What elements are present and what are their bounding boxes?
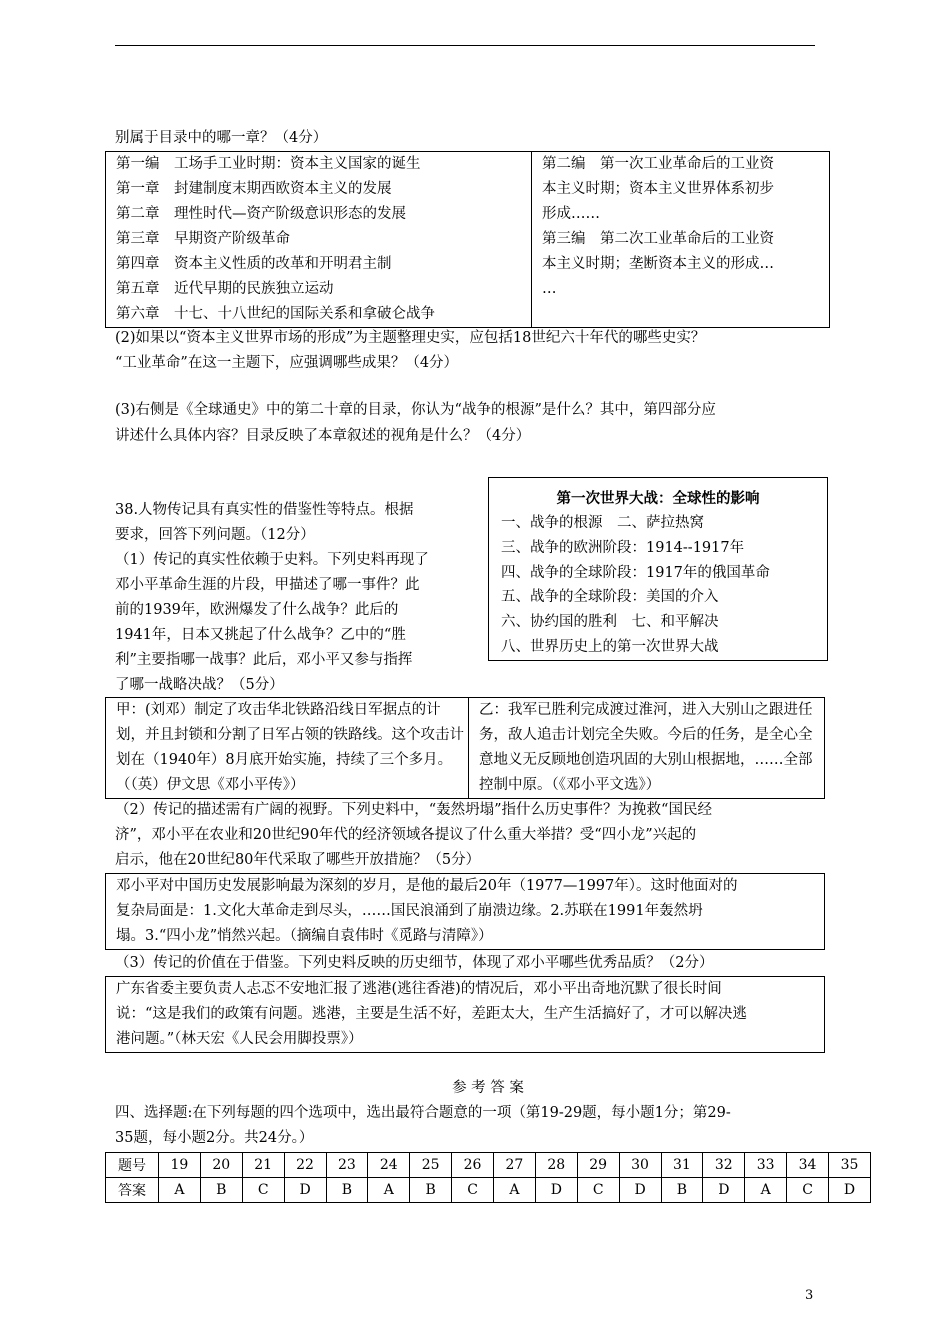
- toc-right-line: …: [542, 281, 557, 297]
- q38-2-line: 启示，他在20世纪80年代采取了哪些开放措施？（5分）: [115, 852, 481, 868]
- answers-number-row: [106, 1153, 871, 1178]
- source-2-line: 塌。3.“四小龙”悄然兴起。（摘编自袁伟时《觅路与清障》）: [116, 928, 493, 944]
- ww1-row: 四、战争的全球阶段：1917年的俄国革命: [501, 564, 770, 581]
- source-jia: 甲：(刘邓）制定了攻击华北铁路沿线日军据点的计划，并且封锁和分割了日军占领的铁路线。这个攻击计划在（1940年）8月底开始实施，持续了三个多月。（（英）伊文思《邓小平传》）: [106, 698, 469, 799]
- ww1-row: 八、世界历史上的第一次世界大战: [501, 638, 719, 655]
- answer-cell: D: [284, 1178, 326, 1203]
- question-number-cell: 28: [535, 1153, 577, 1178]
- toc-right-line: 第三编 第二次工业革命后的工业资: [542, 231, 774, 247]
- toc-left-line: 第二章 理性时代—资产阶级意识形态的发展: [116, 206, 406, 222]
- answer-cell: A: [745, 1178, 787, 1203]
- answers-title: 参 考 答 案: [452, 1080, 524, 1096]
- toc-right-line: 第二编 第一次工业革命后的工业资: [542, 156, 774, 172]
- q38-line: 前的1939年，欧洲爆发了什么战争？此后的: [115, 602, 399, 618]
- answers-table: [105, 1152, 871, 1203]
- answers-intro-line: 四、选择题:在下列每题的四个选项中，选出最符合题意的一项（第19-29题，每小题1分；第29-: [115, 1105, 731, 1121]
- answer-cell: C: [242, 1178, 284, 1203]
- row-label: 答案: [106, 1178, 159, 1203]
- sources-table: [105, 697, 825, 799]
- question-number-cell: 21: [242, 1153, 284, 1178]
- toc-left-line: 第一编 工场手工业时期：资本主义国家的诞生: [116, 156, 421, 172]
- ww1-title: 第一次世界大战：全球性的影响: [556, 490, 760, 507]
- toc-left-line: 第六章 十七、十八世纪的国际关系和拿破仑战争: [116, 306, 435, 322]
- question-number-cell: 23: [326, 1153, 368, 1178]
- q38-block: [115, 498, 429, 698]
- q38-line: 了哪一战略决战？（5分）: [115, 677, 284, 693]
- answer-cell: B: [326, 1178, 368, 1203]
- toc-left-line: 第三章 早期资产阶级革命: [116, 231, 290, 247]
- source-3-line: 广东省委主要负责人忐忑不安地汇报了逃港(逃往香港)的情况后，邓小平出奇地沉默了很长时间: [116, 981, 722, 997]
- answers-letter-row: [106, 1178, 871, 1203]
- source-2-line: 邓小平对中国历史发展影响最为深刻的岁月，是他的最后20年（1977—1997年）。这时他面对的: [116, 878, 738, 894]
- question-number-cell: 25: [410, 1153, 452, 1178]
- source-3-line: 说：“这是我们的政策有问题。逃港，主要是生活不好，差距太大，生产生活搞好了，才可以解决逃: [116, 1006, 747, 1022]
- question-number-cell: 31: [661, 1153, 703, 1178]
- question-number-cell: 34: [787, 1153, 829, 1178]
- source-2-line: 复杂局面是：1.文化大革命走到尽头，……国民浪涌到了崩溃边缘。2.苏联在1991年轰然坍: [116, 903, 703, 919]
- source-2-box: [105, 873, 825, 950]
- toc-right-line: 本主义时期；资本主义世界体系初步: [542, 181, 774, 197]
- q37-tail: 别属于目录中的哪一章？（4分）: [115, 130, 328, 146]
- page-number: 3: [805, 1288, 814, 1303]
- ww1-row: 三、战争的欧洲阶段：1914--1917年: [501, 539, 745, 556]
- source-3-box: [105, 976, 825, 1053]
- answer-cell: B: [661, 1178, 703, 1203]
- question-number-cell: 27: [494, 1153, 536, 1178]
- row-label: 题号: [106, 1153, 159, 1178]
- toc-left-line: 第四章 资本主义性质的改革和开明君主制: [116, 256, 392, 272]
- q38-line: 1941年，日本又挑起了什么战争？乙中的“胜: [115, 627, 406, 643]
- q38-3: （3）传记的价值在于借鉴。下列史料反映的历史细节，体现了邓小平哪些优秀品质？（2分）: [115, 955, 714, 971]
- answer-cell: D: [829, 1178, 871, 1203]
- q38-2-block: [115, 798, 712, 873]
- question-number-cell: 22: [284, 1153, 326, 1178]
- toc-left-line: 第一章 封建制度末期西欧资本主义的发展: [116, 181, 392, 197]
- answer-cell: B: [200, 1178, 242, 1203]
- toc-right-line: 本主义时期；垄断资本主义的形成…: [542, 256, 774, 272]
- header-rule: [115, 45, 815, 46]
- q38-2-line: 济”，邓小平在农业和20世纪90年代的经济领域各提议了什么重大举措？受“四小龙”兴起的: [115, 827, 697, 843]
- answer-cell: A: [368, 1178, 410, 1203]
- toc-right-cell: [532, 152, 830, 328]
- ww1-row: 一、战争的根源 二、萨拉热窝: [501, 515, 704, 531]
- answer-cell: D: [703, 1178, 745, 1203]
- q38-line: 38.人物传记具有真实性的借鉴性等特点。根据: [115, 502, 414, 518]
- source-yi: 乙：我军已胜利完成渡过淮河，进入大别山之跟进任务，敌人追击计划完全失败。今后的任务，是全心全意地义无反顾地创造巩固的大别山根据地，……全部控制中原。（《邓小平文选》）: [469, 698, 825, 799]
- toc-table: [105, 151, 830, 328]
- q38-line: 利”主要指哪一战事？此后，邓小平又参与指挥: [115, 652, 413, 668]
- ww1-row: 六、协约国的胜利 七、和平解决: [501, 614, 719, 631]
- toc-right-line: 形成……: [542, 206, 600, 222]
- answer-cell: A: [494, 1178, 536, 1203]
- question-number-cell: 35: [829, 1153, 871, 1178]
- q38-line: 要求，回答下列问题。（12分）: [115, 527, 315, 543]
- answer-cell: B: [410, 1178, 452, 1203]
- question-number-cell: 32: [703, 1153, 745, 1178]
- answer-cell: D: [619, 1178, 661, 1203]
- answer-cell: A: [159, 1178, 201, 1203]
- question-number-cell: 26: [452, 1153, 494, 1178]
- q37-2-line: “工业革命”在这一主题下，应强调哪些成果？（4分）: [115, 355, 459, 371]
- question-number-cell: 33: [745, 1153, 787, 1178]
- source-3-line: 港问题。”（林天宏《人民会用脚投票》）: [116, 1031, 363, 1047]
- question-number-cell: 24: [368, 1153, 410, 1178]
- toc-left-cell: [106, 152, 532, 328]
- question-number-cell: 29: [577, 1153, 619, 1178]
- question-number-cell: 20: [200, 1153, 242, 1178]
- ww1-row: 五、战争的全球阶段：美国的介入: [501, 589, 719, 606]
- answer-cell: D: [535, 1178, 577, 1203]
- answer-cell: C: [787, 1178, 829, 1203]
- q37-3-line: (3)右侧是《全球通史》中的第二十章的目录，你认为“战争的根源”是什么？其中，第四部分应: [115, 402, 716, 418]
- question-number-cell: 19: [159, 1153, 201, 1178]
- q37-3-line: 讲述什么具体内容？目录反映了本章叙述的视角是什么？（4分）: [115, 428, 531, 444]
- question-number-cell: 30: [619, 1153, 661, 1178]
- answers-intro-line: 35题，每小题2分。共24分。）: [115, 1130, 314, 1146]
- q38-line: 邓小平革命生涯的片段，甲描述了哪一事件？此: [115, 577, 420, 593]
- q37-2-line: (2)如果以“资本主义世界市场的形成”为主题整理史实，应包括18世纪六十年代的哪些史实？: [115, 330, 706, 346]
- q38-2-line: （2）传记的描述需有广阔的视野。下列史料中，“轰然坍塌”指什么历史事件？为挽救“国民经: [115, 802, 712, 818]
- q38-line: （1）传记的真实性依赖于史料。下列史料再现了: [115, 552, 429, 568]
- answer-cell: C: [452, 1178, 494, 1203]
- toc-left-line: 第五章 近代早期的民族独立运动: [116, 281, 334, 297]
- answer-cell: C: [577, 1178, 619, 1203]
- ww1-contents-box: [488, 477, 828, 661]
